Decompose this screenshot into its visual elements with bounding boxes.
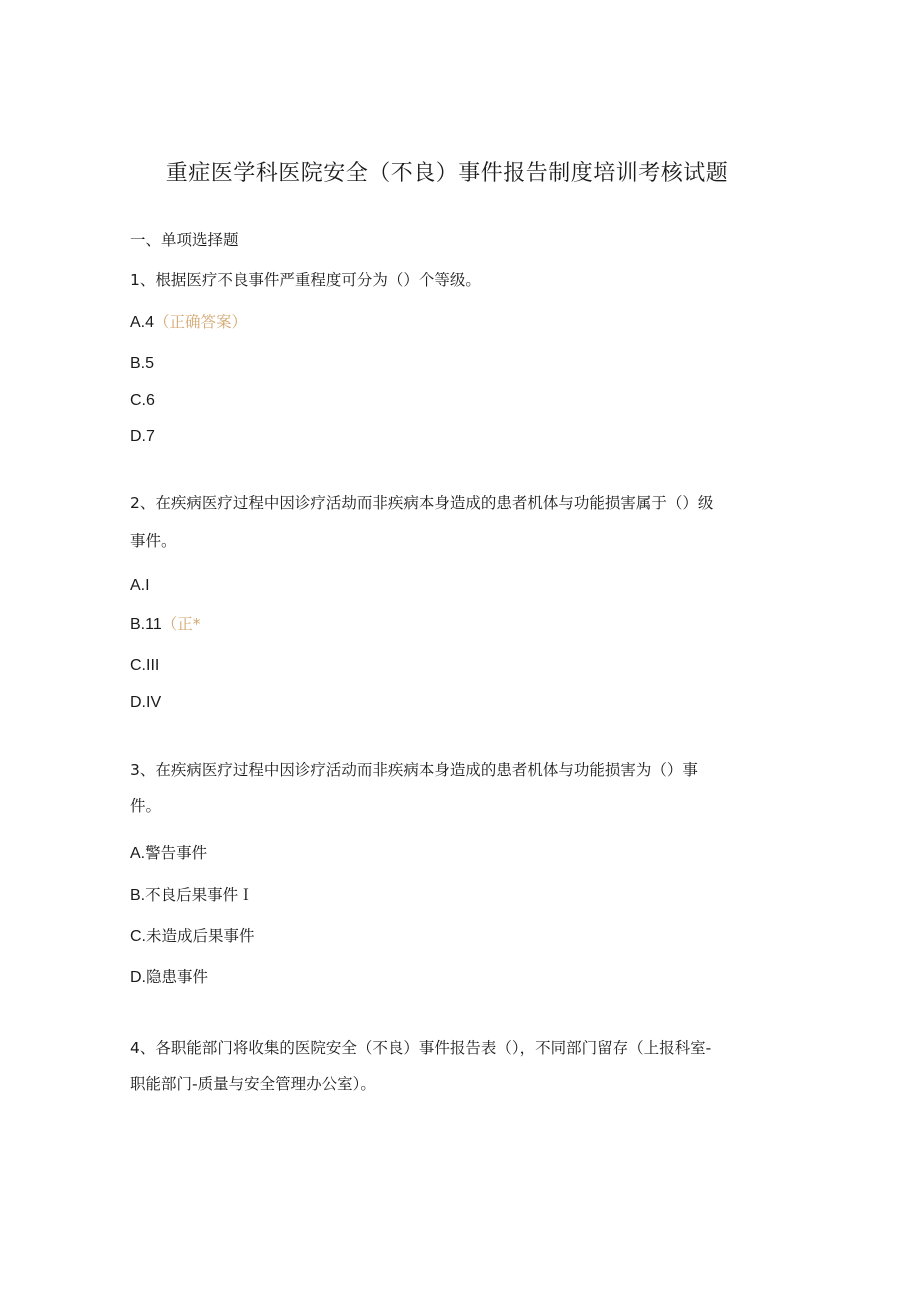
question-3-option-c — [130, 925, 255, 948]
question-2-stem-line1: 2、在疾病医疗过程中因诊疗活劫而非疾病本身造成的患者机体与功能损害属于（）级 — [130, 494, 714, 512]
option-text: 警告事件 — [145, 844, 208, 862]
option-text: 未造成后果事件 — [146, 927, 255, 945]
question-3-option-b — [130, 884, 254, 907]
option-label: D. — [130, 969, 146, 986]
option-label: B.11 — [130, 616, 162, 633]
option-label: A.4 — [130, 314, 155, 331]
question-3-stem-line1: 3、在疾病医疗过程中因诊疗活动而非疾病本身造成的患者机体与功能损害为（）事 — [130, 761, 698, 779]
page-title: 重症医学科医院安全（不良）事件报告制度培训考核试题 — [165, 161, 729, 186]
question-1-option-b — [130, 353, 154, 375]
option-label: B. — [130, 887, 146, 904]
question-1-option-a — [130, 311, 247, 334]
question-3-option-a — [130, 842, 207, 865]
option-text: 隐患事件 — [146, 968, 209, 986]
question-2-option-c — [130, 655, 159, 677]
question-2-option-d — [130, 692, 161, 714]
question-1-option-d — [130, 426, 155, 448]
correct-answer-marker: （正确答案） — [154, 313, 248, 331]
question-1-option-c — [130, 390, 155, 412]
question-3-stem-line2: 件。 — [130, 797, 162, 815]
option-label: D.7 — [130, 428, 155, 445]
option-label: D.IV — [130, 694, 162, 711]
option-text: 不良后果事件Ｉ — [145, 886, 254, 904]
question-4-stem-line2: 职能部门-质量与安全管理办公室）。 — [130, 1075, 376, 1093]
question-2-option-a — [130, 575, 150, 597]
option-label: B.5 — [130, 355, 155, 372]
section-heading: 一、单项选择题 — [130, 231, 239, 249]
question-4-stem-line1: 4、各职能部门将收集的医院安全（不良）事件报告表（），不同部门留存（上报科室- — [130, 1039, 712, 1057]
option-label: A.I — [130, 577, 150, 594]
option-label: C.6 — [130, 392, 155, 409]
option-label: A. — [130, 845, 146, 862]
option-label: C. — [130, 928, 146, 945]
question-2-option-b — [130, 613, 201, 636]
question-2-stem-line2: 事件。 — [130, 532, 177, 550]
option-label: C.III — [130, 657, 160, 674]
question-1-stem: 1、根据医疗不良事件严重程度可分为（）个等级。 — [130, 271, 481, 289]
correct-answer-marker: （正* — [161, 615, 201, 633]
question-3-option-d — [130, 966, 208, 989]
